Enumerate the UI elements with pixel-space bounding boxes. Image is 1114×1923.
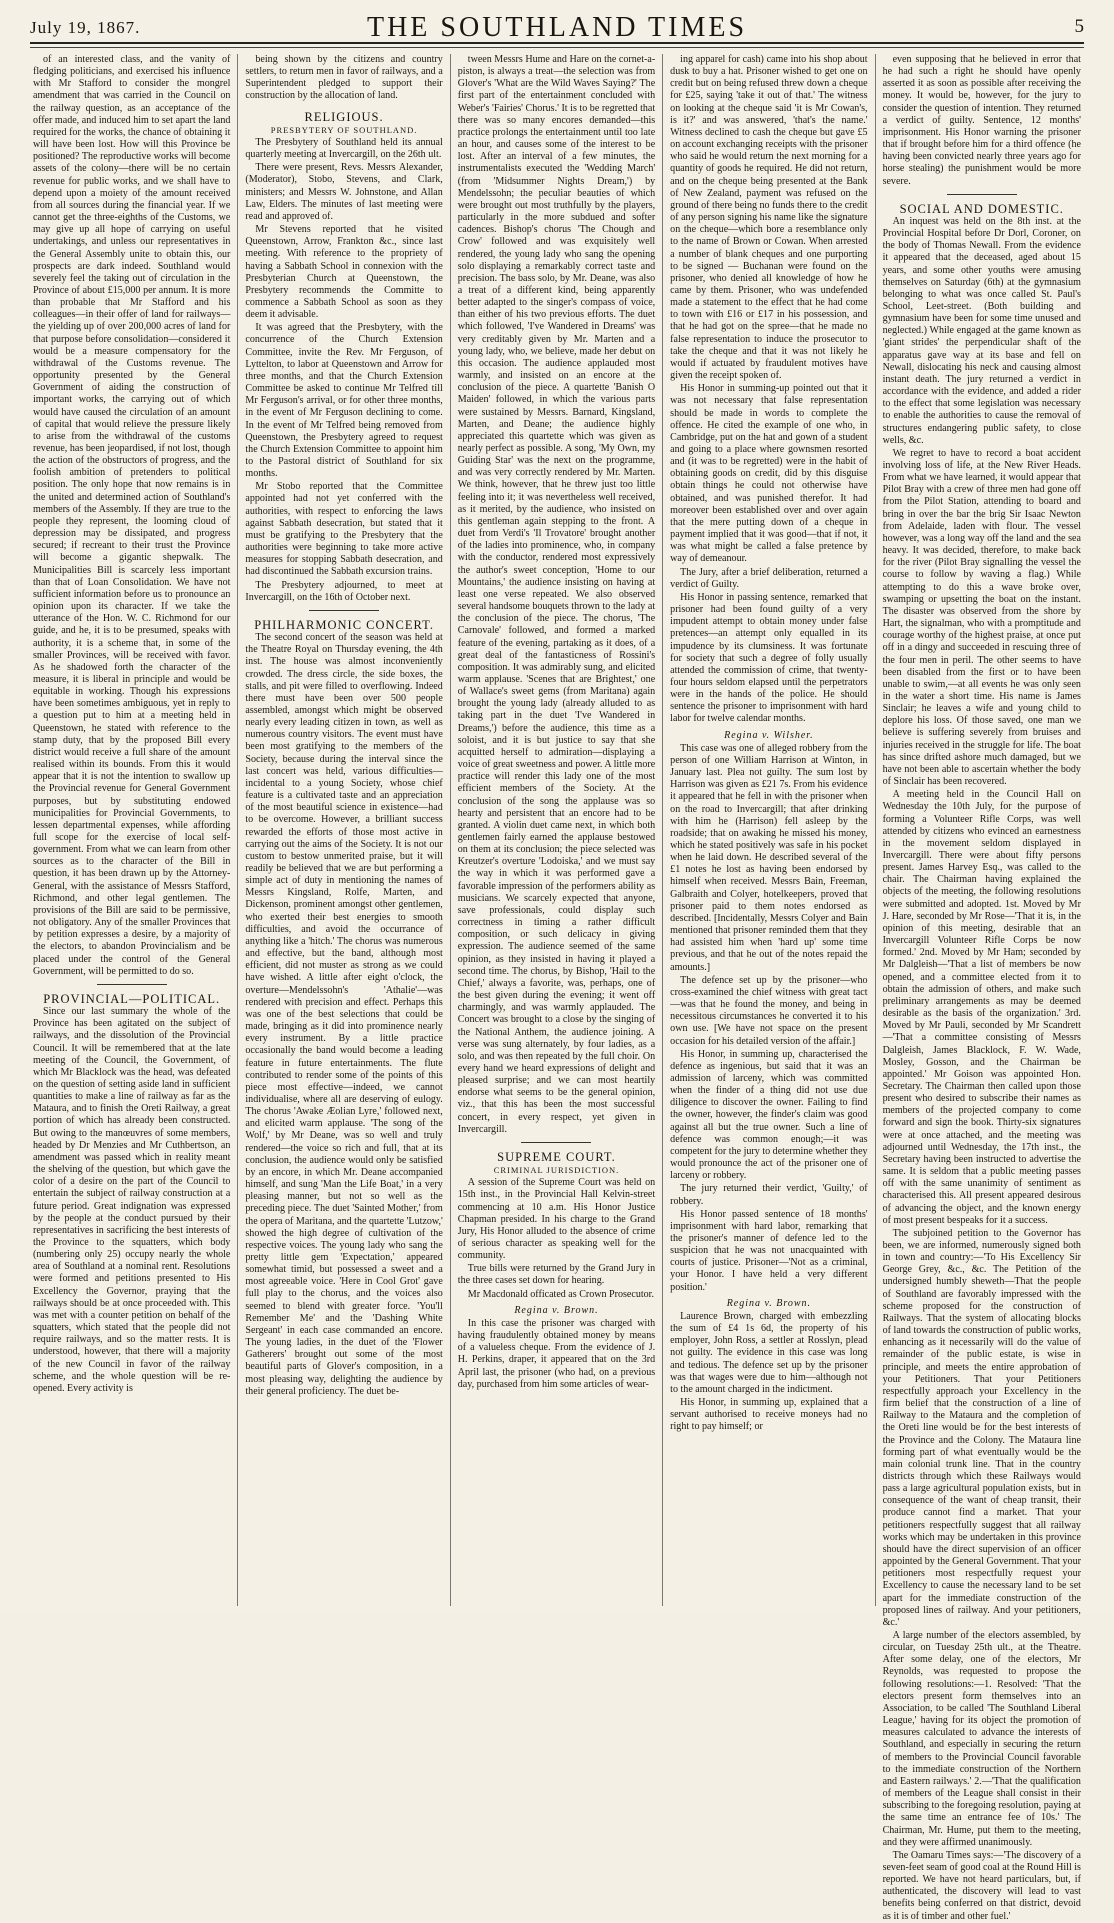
masthead-rule bbox=[30, 47, 1084, 48]
paragraph: even supposing that he believed in error that he had such a right he should have openly asserted it as soon as possible after receiving the money. It would be, however, for the jury to consider the question of intention. They returned a verdict of guilty. Sentence, 12 months' imprisonment. His Honor warning the prisoner that if brought before him for a third offence (he having been convicted nearly three years ago for horse stealing) the punishment would be more severe. bbox=[882, 54, 1081, 187]
subheading-presbytery: PRESBYTERY OF SOUTHLAND. bbox=[270, 124, 418, 135]
section-heading-supreme-court: SUPREME COURT. bbox=[497, 1149, 616, 1164]
paragraph: The jury returned their verdict, 'Guilty,' of robbery. bbox=[670, 1183, 868, 1207]
paragraph: The Jury, after a brief deliberation, returned a verdict of Guilty. bbox=[670, 566, 868, 590]
paragraph: His Honor passed sentence of 18 months' imprisonment with hard labor, remarking that the prisoner's manner of defence led to the suspicion that he was not unacquainted with courts of justice. Prisoner—'Not as a criminal, your Honor. I have held a very different position.' bbox=[670, 1208, 868, 1293]
masthead bbox=[30, 8, 1084, 44]
issue-date: July 19, 1867. bbox=[30, 18, 141, 37]
paragraph: We regret to have to record a boat accident involving loss of life, at the New River Heads. From what we have learned, it would appear that Pilot Bray with a crew of three men had gone off from the Pilot Station, attending to board and bring in over the bar the brig Sir Isaac Newton from Adelaide, laden with flour. The vessel however, was a long way off the land and the sea heavy. It was decided, therefore, to make back for the river (Pilot Bray signalling the vessel the course to follow by waving a flag.) While attempting to do this a wave broke over, swamping or upsetting the boat on the instant. The disaster was observed from the shore by Hart, the signalman, who with a promptitude and courage worthy of the highest praise, at once put off in a dingy and succeeded in rescuing three of the four men in peril. The other seems to have been disabled from the first or to have been unable to swim,—at all events he was only seen in the water a short time. His name is James Sinclair; he leaves a wife and young child to deplore his loss. Of those saved, one man we believe is suffering severely from bruises and injuries received in the struggle for life. The boat has since drifted ashore much damaged, but we have not been able to ascertain whether the body of Sinclair has been recovered. bbox=[882, 447, 1081, 788]
section-heading-philharmonic: PHILHARMONIC CONCERT. bbox=[254, 617, 434, 632]
section-heading-provincial: PROVINCIAL—POLITICAL. bbox=[43, 991, 221, 1006]
paragraph: Mr Macdonald officated as Crown Prosecutor. bbox=[467, 1288, 654, 1300]
page-number: 5 bbox=[1074, 16, 1084, 37]
column-4 bbox=[663, 54, 875, 1606]
article-columns bbox=[26, 54, 1088, 1922]
paragraph: The Presbytery adjourned, to meet at Invercargill, on the 16th of October next. bbox=[245, 579, 443, 603]
section-divider bbox=[309, 610, 379, 611]
section-divider bbox=[97, 984, 167, 985]
section-heading-religious: RELIGIOUS. bbox=[304, 109, 384, 124]
paragraph: The defence set up by the prisoner—who cross-examined the chief witness with great tact—was that he found the money, and being in necessitous circumstances he converted it to his own use. [We have not space on the present occasion for his detailed version of the affair.] bbox=[670, 974, 868, 1047]
paragraph: His Honor, in summing up, characterised the defence as ingenious, but said that it was an admission of larceny, which was committed when the finder of a thing did not use due diligence to discover the owner. Failing to find the owner, however, the finder's claim was good against all but the true owner. Such a line of defence was common enough;—it was competent for the jury to determine whether they would pronounce the act of the prisoner one of larceny or robbery. bbox=[670, 1048, 868, 1182]
paragraph: The Oamaru Times says:—'The discovery of a seven-feet seam of good coal at the Round Hill is reported. We have not heard particulars, but, if authenticated, the discovery will lead to vast benefits being conferred on that district, devoid as it is of timber and other fuel.' bbox=[882, 1849, 1081, 1922]
paragraph: True bills were returned by the Grand Jury in the three cases set down for hearing. bbox=[457, 1263, 656, 1287]
paragraph: An inquest was held on the 8th inst. at the Provincial Hospital before Dr Dorl, Coroner, on the body of Thomas Newall. From the evidence it appeared that the deceased, aged about 15 years, and some other youths were amusing themselves on Saturday (6th) at the gymnasium belonging to what was once called St. Paul's School, Leet-street. (Both building and gymnasium have been for some time unused and neglected.) While engaged at the game known as 'giant strides' the perpendicular shaft of the apparatus gave way at its base and fell on Newall, dislocating his neck and causing almost instant death. The jury returned a verdict in accordance with the evidence, and added a rider to the effect that some legislation was necessary to enable the authorities to cause the removal of structures endangering public safety, to close wells, &c. bbox=[882, 215, 1081, 446]
paragraph: A large number of the electors assembled, by circular, on Tuesday 25th ult., at the Theatre. After some delay, one of the electors, Mr Reynolds, was requested to propose the following resolutions:—1. Resolved: 'That the electors present form themselves into an Association, to be called 'The Southland Liberal League,' having for its object the promotion of measures calculated to advance the interests of Southland, and especially in securing the return of members to the Provincial Council favorable to the immediate construction of the Northern and Eastern railways.' 2.—'That the qualification of members of the League shall consist in their subscribing to the foregoing resolution, paying at the same time an entrance fee of 10s.' The Chairman, Mr. Hume, put them to the meeting, and they were affirmed unanimously. bbox=[882, 1630, 1081, 1848]
section-divider bbox=[521, 1142, 591, 1143]
paragraph: His Honor in passing sentence, remarked that prisoner had been found guilty of a very impudent attempt to obtain money under false pretences—an attempt only equalled in its impudence by its clumsiness. It was fortunate for society that such a degree of folly usually attended the commission of crime, that twenty-four hours seldom elapsed until the perpetrators were in the hands of the police. He should sentence the prisoner to imprisonment with hard labor for twelve calendar months. bbox=[670, 591, 868, 725]
paragraph: The subjoined petition to the Governor has been, we are informed, numerously signed both in town and country:—'To His Excellency Sir George Grey, &c., &c. The Petition of the undersigned humbly sheweth—That the people of Southland are favorably impressed with the scheme proposed for the construction of Railways. That the system of allocating blocks of land towards the construction of public works, enhancing as it necessarily will do the value of remainder of the public estate, is wise in principle, and meets the entire approbation of your Petitioners. That your Petitioners respectfully approach your Excellency in the firm belief that the construction of a line of Railway to the Mataura and the completion of the Oreti line would be for the best interests of the Province and the Colony. The Mataura line forming part of what eventually would be the main colonial trunk line. That in the country districts through which these Railways would pass a large agricultural population exists, but in consequence of the want of cheap transit, their produce cannot find a market. That your petitioners respectfully suggest that all railway works which may be undertaken in this province should have the direct supervision of an officer appointed by the General Government. That your petitioners most respectfully request your Excellency to cause the necessary land to be set apart for the immediate construction of the proposed lines of railway. And your petitioners, &c.' bbox=[882, 1227, 1081, 1628]
paragraph: A session of the Supreme Court was held on 15th inst., in the Provincial Hall Kelvin-street commencing at 10 a.m. His Honor Justice Chapman presided. In his charge to the Grand Jury, His Honor alluded to the absence of crime of serious character as speaking well for the community. bbox=[457, 1177, 656, 1262]
section-heading-social: SOCIAL AND DOMESTIC. bbox=[899, 201, 1064, 216]
paragraph: In this case the prisoner was charged with having fraudulently obtained money by means of a valueless cheque. From the evidence of J. H. Perkins, draper, it appeared that on the 3rd April last, the prisoner (who had, on a previous day, purchased from him some articles of wear- bbox=[457, 1317, 656, 1390]
column-5 bbox=[876, 54, 1088, 1922]
paragraph: His Honor in summing-up pointed out that it was not necessary that false representation should be made in words to complete the offence. He cited the example of one who, in Cambridge, put on the hat and gown of a student and going to a place where gownsmen resorted and (it was to be regretted) were in the habit of obtaining goods on credit, did by this disguise obtain things he could not otherwise have obtained, and was punished therefor. It had moreover been established over and over again that the mere putting down of a cheque in payment implied that it was good—that if not, it was what might be called a false pretence by way of demeanour. bbox=[670, 383, 868, 565]
paragraph: tween Messrs Hume and Hare on the cornet-a-piston, is always a treat—the selection was from Glover's 'What are the Wild Waves Saying?' The first part of the entertainment concluded with Weber's 'Fairies' Chorus.' It is to be regretted that there was so many encores demanded—this practice prolongs the entertainment until too late an hour, and causes some of the interest to be lost. After an interval of a few minutes, the instrumentalists executed the 'Wedding March' (from 'Midsummer Nights Dream,') by Mendelssohn; the peculiar beauties of which were brought out most truthfully by the players, particularly in the more subdued and softer cadences. Bishop's chorus 'The Chough and Crow' followed and was exquisitely well rendered, the young lady who sang the opening solo displaying a remarkably correct taste and precision. The bass solo, by Mr. Deane, was also a treat of a different kind, being apparently better adapted to the singer's compass of voice, than either of his two previous efforts. The duet which followed, 'I've Wandered in Dreams' was very creditably given by Mr. Marten and a young lady, who, we believe, made her debut on this occasion. The audience applauded most warmly, and insisted on an encore at the conclusion of the piece. A quartette 'Banish O Maiden' followed, in which the various parts were sustained by Messrs. Barnard, Kingsland, Marten, and Deane; the audience highly appreciated this quartette which was given as nearly perfect as possible. A song, 'My Own, my Guiding Star' was the next on the programme, and was very correctly rendered by Mr. Marten. We think, however, that he threw just too little feeling into it; it was nevertheless well received, as it merited, by the audience, who insisted on this gentleman again stepping to the front. A duet from Verdi's 'Il Trovatore' brought another of the ladies into prominence, who, in company with the conductor, rendered most expressively the author's sweet conception, 'Home to our Mountains,' the audience insisting on having at least one verse repeated. We also observed several handsome bouquets thrown to the lady at the conclusion of the piece. The chorus, 'The Carnovale' followed, and formed a marked feature of the evening, partaking as it does, of a great deal of the fantasticness of Rossini's composition. It was admirably sung, and elicited warm applause. 'Scenes that are Brightest,' one of Wallace's sweet gems (from Maritana) again brought the young lady (already alluded to as taking part in the duet 'I've Wandered in Dreams,') before the audience, this time as a soloist, and it is but justice to say that she acquitted herself to admiration—displaying a voice of great sweetness and power. A little more practice will render this lady one of the most efficient members of the Society. At the conclusion of the song the applause was so hearty and persistent that an encore had to be granted. A violin duet came next, in which both gentlemen fairly earned the applause bestowed on them at its conclusion; the piece selected was Kreutzer's overture 'Lodoiska,' and we must say the way in which it was performed gave a favorable impression of the performers ability as musicians. We scarcely expected that anyone, save professionals, could display such correctness in timing a rather difficult composition, or such delicacy in giving expression. The audience seemed of the same opinion, as they insisted in having it played a second time. The chorus, by Bishop, 'Hail to the Chief,' always a favorite, was, perhaps, one of the best given during the evening; it went off charmingly, and was warmly applauded. The Concert was brought to a close by the singing of the National Anthem, the audience joining. A verse was sung alternately, by four ladies, as a solo, and was then repeated by the full choir. On every hand we heard expressions of delight and pleased surprise; and we can most heartily endorse what seems to be the general opinion, viz., that this has been the most successful concert, in every respect, yet given in Invercargill. bbox=[457, 54, 656, 1135]
case-title: Regina v. Brown. bbox=[726, 1297, 812, 1309]
paragraph: Mr Stevens reported that he visited Queenstown, Arrow, Frankton &c., since last meeting. With reference to the propriety of having a Sabbath School in connexion with the Presbyterian Church at Queenstown, the Presbytery recommends the Committe to commence a Sabbath School as soon as they deem it advisable. bbox=[245, 224, 443, 321]
case-title: Regina v. Brown. bbox=[514, 1304, 599, 1316]
case-title: Regina v. Wilsher. bbox=[724, 729, 814, 741]
section-divider bbox=[947, 194, 1017, 195]
subheading-criminal-jurisdiction: CRIMINAL JURISDICTION. bbox=[493, 1165, 620, 1176]
column-2 bbox=[238, 54, 450, 1606]
paragraph: The Presbytery of Southland held its annual quarterly meeting at Invercargill, on the 26th ult. bbox=[245, 136, 443, 161]
column-1 bbox=[26, 54, 238, 1606]
paragraph: Laurence Brown, charged with embezzling the sum of £4 1s 6d, the property of his employer, John Ross, a settler at Rosslyn, plead not guilty. The evidence in this case was long and tedious. The defence set up by the prisoner was that wages were due to him—although not to the amount charged in the indictment. bbox=[670, 1310, 868, 1395]
paragraph: of an interested class, and the vanity of fledging politicians, and exercised his influence with Mr Stafford to consider the mongrel amendment that was carried in the Council on the railway question, as an acceptance of the offer made, and induced him to set apart the land required for the works, the chance of obtaining it will have been lost. How will this Province be positioned? The reproductive works will become assets of the colony—there will be no certain revenue for public works, and we shall have to depend upon a moiety of the amount received from all sources during the financial year. If we cannot get the three-eighths of the Customs, we may give up all hope of carrying on useful undertakings, and unless our representatives in the General Assembly unite to obtain this, our prospects are dark indeed. Southland would severely feel the taking out of circulation in the Province of about £15,000 per annum. It is more than probable that Mr Stafford and his colleagues—in their offer of land for railways—the yielding up of over 200,000 acres of land for that purpose before consolidation—considered it would be a measure compensatory for the withdrawal of the Customs revenue. The opportunity presented by the General Government of aiding the construction of important works, the carrying out of which would have caused the circulation of an amount of capital that would relieve the pressure likely to arise from the withdrawal of the customs revenue, has been jeopardised, if not lost, though the action of the obstructors of progress, and the foolish ambition of pretenders to political position. The only hope that now remains is in the united and determined action of Southland's members of the Assembly. If they are true to the people they represent, the looming cloud of depression may be dissipated, and progress secured; if recreant to their trust the Province will become a gigantic shepwalk. The Municipalities Bill is scarcely less important than that of Loan Consolidation. We have not sufficient information before us to pronounce an opinion upon its character. If we take the utterance of the Hon. W. C. Richmond for our guide, and he, it is to be presumed, speaks with authority, it is a scheme that, in some of the smaller Provinces, will be received with favor. As he shadowed forth the character of the measure, it is liberal in principle and would be equitable in working. Though his expressions have been sometimes ambiguous, yet in reply to a question put to him at a meeting held in Queenstown, he stated with reference to the stamp duty, that by the proposed Bill every district would receive a full share of the amount realised within its bounds. From this it would appear that it is not the intention to swallow up the Provincial revenue for General Government purposes, but by substituting endowed municipalities for Provincial Governments, to lessen departmental expenses, while affording full scope for the exercise of local self-government. From what we can learn from other sources as to the character of the Bill in question, it has been drawn up by the Attorney-General, with the assistance of Messrs Stafford, Richmond, and other legal gentlemen. The provisions of the Bill are said to be permissive, not obligatory. Any of the smaller Provinces that by petition expresses a desire, by a majority of the electors, to abandon Provincialism and be placed under the control of the General Government, will be permitted to do so. bbox=[33, 54, 231, 977]
paragraph: ing apparel for cash) came into his shop about dusk to buy a hat. Prisoner wished to get one on credit but on being refused threw down a cheque for £25, saying 'take it out of that.' The witness on looking at the cheque said 'it is Mr Cowan's, is it?' and was answered, 'that's the name.' Witness declined to cash the cheque but gave £5 on account exchanging receipts with the prisoner who said he would return the next morning for a quantity of goods he required. He did not return, and on the cheque being presented at the Bank of New Zealand, payment was refused on the ground of there being no funds there to the credit of any person signing his name like the signature on the cheque—which bore a resemblance only to the name of Brown or Cowan. When arrested a number of blank cheques and one purporting to be signed — Buchanan were found on the prisoner, who denied all knowledge of how he came by them. Prisoner, who was undefended made a statement to the effect that he had come to town with £16 or £17 in his possession, and that he had got on the spree—that he made no false representation to induce the prosecutor to take the cheque and that it was not likely he would if actuated by fraudulent motives have given the receipt spoken of. bbox=[670, 54, 868, 382]
newspaper-title: THE SOUTHLAND TIMES bbox=[366, 12, 748, 43]
paragraph: His Honor, in summing up, explained that a servant authorised to receive moneys had no right to pay himself; or bbox=[670, 1397, 868, 1433]
paragraph: The second concert of the season was held at the Theatre Royal on Thursday evening, the 4th inst. The house was almost inconveniently crowded. The dress circle, the side boxes, the stalls, and pit were filled to overflowing. Indeed there must have been over 500 people assembled, amongst which might be observed nearly every leading citizen in town, as well as numerous country visitors. The event must have been most gratifying to the members of the Society, because during the interval since the last concert was held, various difficulties—incidental to a young Society, whose chief feature is a cultivated taste and an appreciation of the most beautiful science in existence—had to be overcome. However, a brilliant success rewarded the efforts of those most active in carrying out the aims of the Society. It is not our custom to bestow unmerited praise, but it will readily be believed that we are but performing a simple act of duty in mentioning the names of Messrs Kingsland, Rolfe, Marten, and Dickenson, prominent amongst other gentlemen, who exerted their best energies to smooth difficulties, and avoid the occurrance of anything like a 'hitch.' The chorus was numerous and effective, but the band, although most efficient, did not muster as strong as we could have wished. A little after eight o'clock, the overture—Mendelssohn's 'Athalie'—was rendered with precision and effect. Perhaps this was one of the best selections that could be made, bringing as it did into prominence nearly every instrument. By a little practice occasionally the band would become a leading feature in future entertainments. The flute contributed to render some of the points of this piece most effective—indeed, we cannot individualise, where all are deserving of eulogy. The chorus 'Awake Æolian Lyre,' followed next, and elicited warm applause. 'The song of the Wolf,' by Mr Deane, was so well and truly rendered—the voice so rich and full, that at its conclusion, the audience would only be satisfied by an encore, in which Mr. Deane accompanied himself, and sung 'Man the Life Boat,' in a very pleasing manner, but not so well as the preceding piece. The duet 'Sainted Mother,' from the opera of Maritana, and the quartette 'Lutzow,' showed the high degree of cultivation of the respective voices. The young lady who sang the pretty little gem 'Expectation,' appeared somewhat timid, but possessed a sweet and a most agreeable voice. 'Here in Cool Grot' gave full play to the chorus, and the voices also seemed to blend with greater force. 'You'll Remember Me' and the 'Dashing White Sergeant' in each case commanded an encore. The young ladies, in the duet of the 'Flower Gatherers' brought out some of the most beautiful parts of Glover's composition, in a most pleasing way, delighting the audience by their general proficiency. The duet be- bbox=[245, 632, 443, 1397]
paragraph: Since our last summary the whole of the Province has been agitated on the subject of railways, and the dissolution of the Provincial Council. It will be remembered that at the late meeting of the Council, the Government, of which Mr Blacklock was the head, was defeated on the question of setting aside land in sufficient quantities to make a line of railway as far as the Mataura, and to finish the Oreti Railway, a great portion of which has already been constructed. But owing to the manœuvres of some members, headed by Dr Menzies and Mr Cuthbertson, an amendment was passed which in reality meant the shelving of the question, but which gave the color of a desire on the part of the Council to entertain the subject of railway construction at a future period. Great indignation was expressed by the people at the conduct pursued by their representatives in sacrificing the best interests of the Province to the squatters, which body (numbering only 25) occupy nearly the whole area of Southland at a nominal rent. Resolutions were formed and petitions presented to His Excellency the Governor, praying that the railways should be at once proceeded with. This was met with a counter petition on behalf of the squatters, which stated that the people did not require railways, and so the matter rests. It is understood, however, that there will a majority of the new Council in favor of the railway scheme, and the whole question will be re-opened. Every activity is bbox=[33, 1006, 231, 1394]
paragraph: being shown by the citizens and country settlers, to return men in favor of railways, and a Superintendent pledged to support their construction by the allocation of land. bbox=[245, 54, 443, 102]
column-3 bbox=[451, 54, 663, 1606]
paragraph: This case was one of alleged robbery from the person of one William Harrison at Winton, in January last. Plea not guilty. The sum lost by Harrison was given as £21 7s. From his evidence it appeared that he fell in with the prisoner when on the road to Invercargill; that after drinking with him he (Harrison) fell asleep by the roadside; that on awaking he missed his money, which he stated positively was safe in his pocket when he laid down. He described several of the £1 notes he lost as having been endorsed by himself when received. Messrs Bain, Freeman, Galbraith and Colyer, hotelkeepers, proved that prisoner paid to them notes endorsed as described. [Incidentally, Messrs Colyer and Bain mentioned that prisoner reminded them that they had assisted him when 'hard up' some time previous, and that he out of the notes repaid the amounts.] bbox=[670, 742, 868, 973]
paragraph: A meeting held in the Council Hall on Wednesday the 10th July, for the purpose of forming a Volunteer Rifle Corps, was well attended by citizens who evinced an earnestness in the movement seldom displayed in Invercargill. There were about fifty persons present. James Harvey Esq., was called to the chair. The Chairman having explained the objects of the meeting, the following resolutions were submitted and adopted. 1st. Moved by Mr J. Hare, seconded by Mr Rose—'That it is, in the opinion of this meeting, desirable that an Invercargill Volunteer Rifle Corps be now formed.' 2nd. Moved by Mr Ham; seconded by Mr Dalgleish—'That a list of members be now opened, and a committee elected from it to obtain the admission of others, and make such preliminary arrangements as may be deemed desirable as the basis of the organization.' 3rd. Moved by Mr Pauli, seconded by Mr Scandrett—'That a committee consisting of Messrs Dalgleish, James Blacklock, F. W. Wade, Mosley, Gosson, and the Chairman be appointed.' Mr Goison was appointed Hon. Secretary. The Chairman then called upon those present who desired to subscribe their names as members of the projected company to come forward and sign the book. Thirty-six signatures were at once attached, and the meeting was adjourned until Wednesday, the 17th inst., the Secretary having been instructed to advertise the same. It is seldom that a public meeting passes off with the same unanimity of sentiment as characterised this. All present appeared desirous of advancing the object, and the known energy of most present bespeaks for it a success. bbox=[882, 789, 1081, 1226]
paragraph: It was agreed that the Presbytery, with the concurrence of the Church Extension Committee, invite the Rev. Mr Ferguson, of Lyttelton, to labor at Queenstown and Arrow for three months, and that the Church Extension Committee be asked to continue Mr Telfred till Mr Ferguson's arrival, or for other three months, in the event of Mr Ferguson declining to come. In the event of Mr Telfred being removed from Queenstown, the Presbytery agreed to request the Church Extension Committee to appoint him to the Pastoral district of Southland for six months. bbox=[245, 322, 443, 480]
paragraph: Mr Stobo reported that the Committee appointed had not yet conferred with the authorities, with respect to enforcing the laws against Sabbath desecration, but stated that it must be gratifying to the Presbytery that the authorities were beginning to take more active measures for stopping Sabbath desecration, and had discontinued the Sabbath excursion trains. bbox=[245, 481, 443, 578]
paragraph: There were present, Revs. Messrs Alexander, (Moderator), Stobo, Stevens, and Clark, ministers; and Messrs W. Johnstone, and Allan Law, Elders. The minutes of last meeting were read and approved of. bbox=[245, 162, 443, 222]
